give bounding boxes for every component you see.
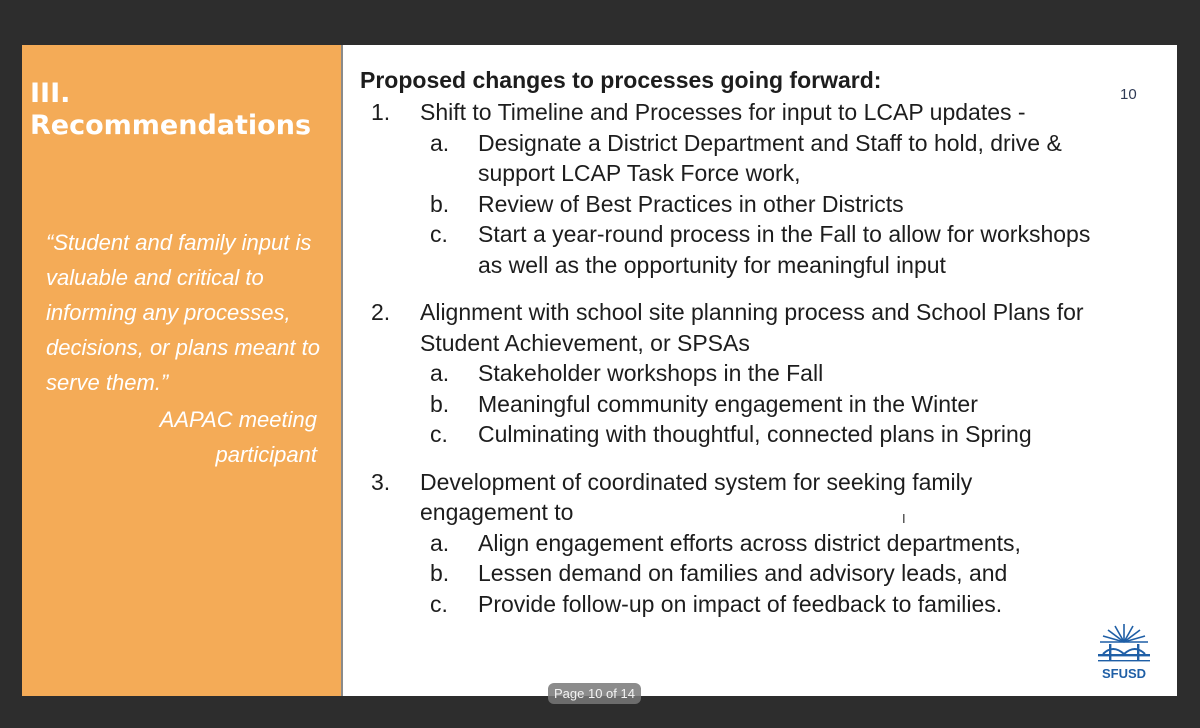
sub-list-item: a. Align engagement efforts across district departments,	[430, 529, 1021, 556]
section-number: III.	[30, 78, 71, 109]
quote-text: “Student and family input is valuable and critical to informing any processes, decisions, or plans meant to serve them.”	[46, 230, 320, 395]
attribution-line-1: AAPAC meeting	[159, 407, 317, 432]
sub-list-item: a. Stakeholder workshops in the Fall	[430, 360, 824, 386]
sidebar-panel	[22, 45, 343, 696]
attribution-line-2: participant	[215, 442, 317, 467]
sub-list-item: c. Culminating with thoughtful, connected plans in Spring	[430, 421, 1032, 447]
text-cursor-icon: I	[902, 511, 906, 526]
sub-list-item: b. Meaningful community engagement in the Winter	[430, 390, 978, 417]
content-heading: Proposed changes to processes going forward:	[360, 67, 882, 93]
sub-list-item: c. Provide follow-up on impact of feedback to families.	[430, 590, 1003, 617]
sfusd-logo	[1093, 620, 1155, 682]
slide-page	[22, 45, 1177, 696]
list-item: 1. Shift to Timeline and Processes for input to LCAP updates -	[371, 99, 1026, 125]
slide-content	[360, 65, 1100, 619]
sub-list-item: b. Lessen demand on families and advisory leads, and	[430, 560, 1008, 586]
section-title: Recommendations	[30, 110, 312, 141]
quote-attribution	[160, 402, 317, 472]
list-item: 2. Alignment with school site planning process and School Plans for Student Achievement, or SPSAs	[371, 299, 1084, 356]
list-item: 3. Development of coordinated system for seeking family engagement to	[371, 468, 973, 525]
sub-list-item: c. Start a year-round process in the Fall to allow for workshops as well as the opportunity for meaningful input	[430, 221, 1091, 278]
sub-list-item: b. Review of Best Practices in other Districts	[430, 190, 904, 217]
sub-list-item: a. Designate a District Department and Staff to hold, drive & support LCAP Task Force work,	[430, 129, 1062, 186]
logo-text: SFUSD	[1101, 666, 1147, 681]
slide-number: 10	[1120, 86, 1137, 103]
page-indicator: Page 10 of 14	[548, 683, 641, 704]
